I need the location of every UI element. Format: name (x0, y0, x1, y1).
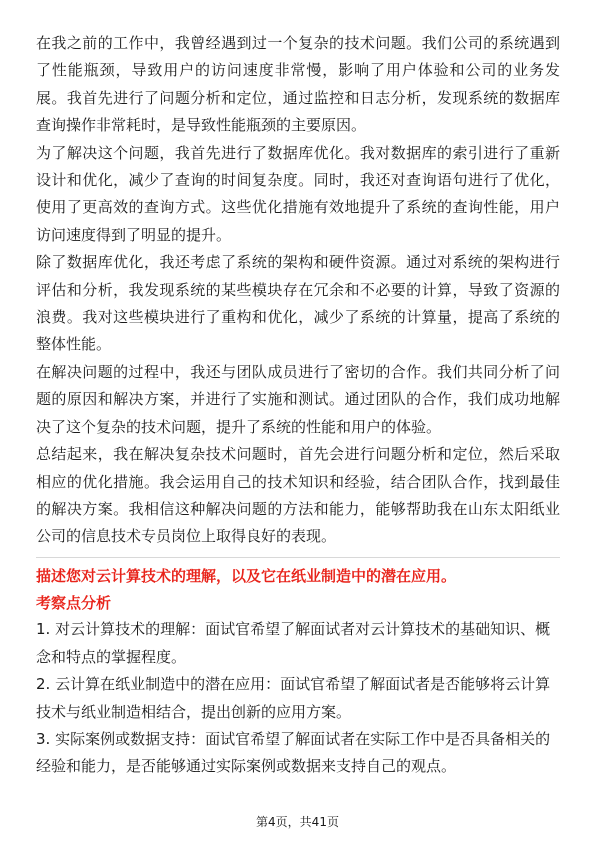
answer-paragraph: 除了数据库优化，我还考虑了系统的架构和硬件资源。通过对系统的架构进行评估和分析，我发现系统的某些模块存在冗余和不必要的计算，导致了资源的浪费。我对这些模块进行了重构和优化，减少了系统的计算量，提高了系统的整体性能。 (36, 253, 560, 354)
section-divider (36, 557, 560, 558)
answer-paragraph: 为了解决这个问题，我首先进行了数据库优化。我对数据库的索引进行了重新设计和优化，减少了查询的时间复杂度。同时，我还对查询语句进行了优化，使用了更高效的查询方式。这些优化措施有效地提升了系统的查询性能，用户访问速度得到了明显的提升。 (36, 143, 560, 244)
analysis-item: 1. 对云计算技术的理解：面试官希望了解面试者对云计算技术的基础知识、概念和特点的掌握程度。 (36, 620, 551, 666)
answer-body (36, 30, 560, 551)
analysis-item: 2. 云计算在纸业制造中的潜在应用：面试官希望了解面试者是否能够将云计算技术与纸业制造相结合，提出创新的应用方案。 (36, 675, 551, 721)
answer-paragraph: 总结起来，我在解决复杂技术问题时，首先会进行问题分析和定位，然后采取相应的优化措施。我会运用自己的技术知识和经验，结合团队合作，找到最佳的解决方案。我相信这种解决问题的方法和能力，能够帮助我在山东太阳纸业公司的信息技术专员岗位上取得良好的表现。 (36, 445, 560, 546)
question-section (36, 563, 560, 781)
question-title: 描述您对云计算技术的理解，以及它在纸业制造中的潜在应用。 (36, 567, 457, 585)
analysis-heading: 考察点分析 (36, 594, 112, 613)
analysis-item: 3. 实际案例或数据支持：面试官希望了解面试者在实际工作中是否具备相关的经验和能力，是否能够通过实际案例或数据来支持自己的观点。 (36, 730, 551, 776)
answer-paragraph: 在解决问题的过程中，我还与团队成员进行了密切的合作。我们共同分析了问题的原因和解决方案，并进行了实施和测试。通过团队的合作，我们成功地解决了这个复杂的技术问题，提升了系统的性能和用户的体验。 (36, 362, 560, 436)
answer-paragraph: 在我之前的工作中，我曾经遇到过一个复杂的技术问题。我们公司的系统遇到了性能瓶颈，导致用户的访问速度非常慢，影响了用户体验和公司的业务发展。我首先进行了问题分析和定位，通过监控和日志分析，发现系统的数据库查询操作非常耗时，是导致性能瓶颈的主要原因。 (36, 34, 560, 135)
page-number: 第4页，共41页 (256, 815, 339, 829)
